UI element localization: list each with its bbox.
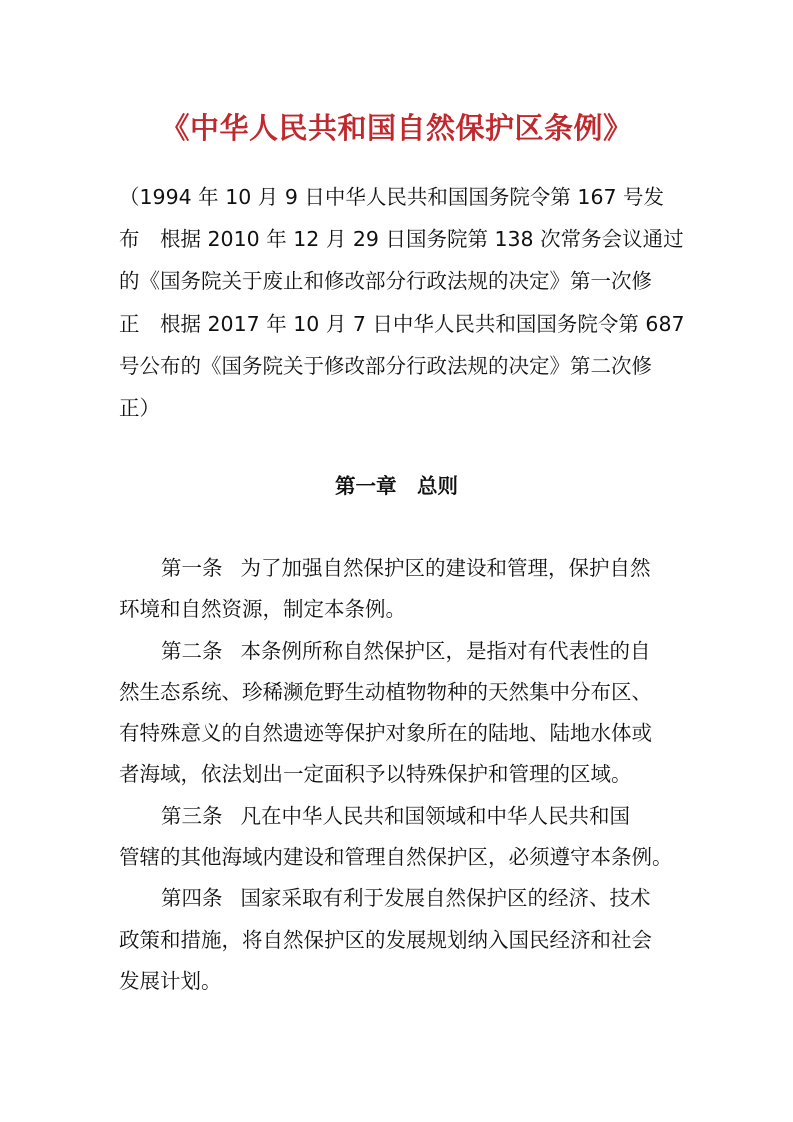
revision-line: 正 根据 2017 年 10 月 7 日中华人民共和国国务院令第 687 <box>119 311 685 336</box>
document-title: 《中华人民共和国自然保护区条例》 <box>160 111 633 145</box>
revision-line: 号公布的《国务院关于修改部分行政法规的决定》第二次修 <box>119 353 652 378</box>
article-text: 本条例所称自然保护区，是指对有代表性的自 <box>240 638 651 663</box>
article-text: 政策和措施，将自然保护区的发展规划纳入国民经济和社会 <box>119 927 652 952</box>
article <box>119 631 679 796</box>
article-label: 第一条 <box>161 556 223 580</box>
article-first-line <box>119 796 679 837</box>
revision-line: 正） <box>119 396 160 421</box>
article-first-line <box>119 631 679 672</box>
article-text: 发展计划。 <box>119 968 222 993</box>
article-first-line <box>119 878 679 919</box>
article <box>119 548 679 631</box>
revision-line: （1994 年 10 月 9 日中华人民共和国国务院令第 167 号发 <box>119 185 665 209</box>
article-label: 第二条 <box>161 638 223 663</box>
revision-history <box>119 176 685 429</box>
article-text: 凡在中华人民共和国领域和中华人民共和国 <box>240 803 630 828</box>
article-label: 第四条 <box>161 886 223 911</box>
chapter-heading: 第一章 总则 <box>335 474 458 498</box>
article-first-line <box>119 548 679 589</box>
article-text: 者海域，依法划出一定面积予以特殊保护和管理的区域。 <box>119 762 632 787</box>
article <box>119 878 679 1002</box>
article-text: 有特殊意义的自然遗迹等保护对象所在的陆地、陆地水体或 <box>119 721 652 746</box>
revision-line: 布 根据 2010 年 12 月 29 日国务院第 138 次常务会议通过 <box>119 227 684 252</box>
revision-line: 的《国务院关于废止和修改部分行政法规的决定》第一次修 <box>119 269 652 294</box>
article-text: 然生态系统、珍稀濒危野生动植物物种的天然集中分布区、 <box>119 679 652 704</box>
article <box>119 796 679 879</box>
article-text: 环境和自然资源，制定本条例。 <box>119 597 406 622</box>
article-text: 管辖的其他海域内建设和管理自然保护区，必须遵守本条例。 <box>119 845 673 870</box>
article-text: 为了加强自然保护区的建设和管理，保护自然 <box>240 556 651 580</box>
articles-body <box>119 548 679 1002</box>
article-text: 国家采取有利于发展自然保护区的经济、技术 <box>240 886 651 911</box>
article-label: 第三条 <box>161 803 223 828</box>
